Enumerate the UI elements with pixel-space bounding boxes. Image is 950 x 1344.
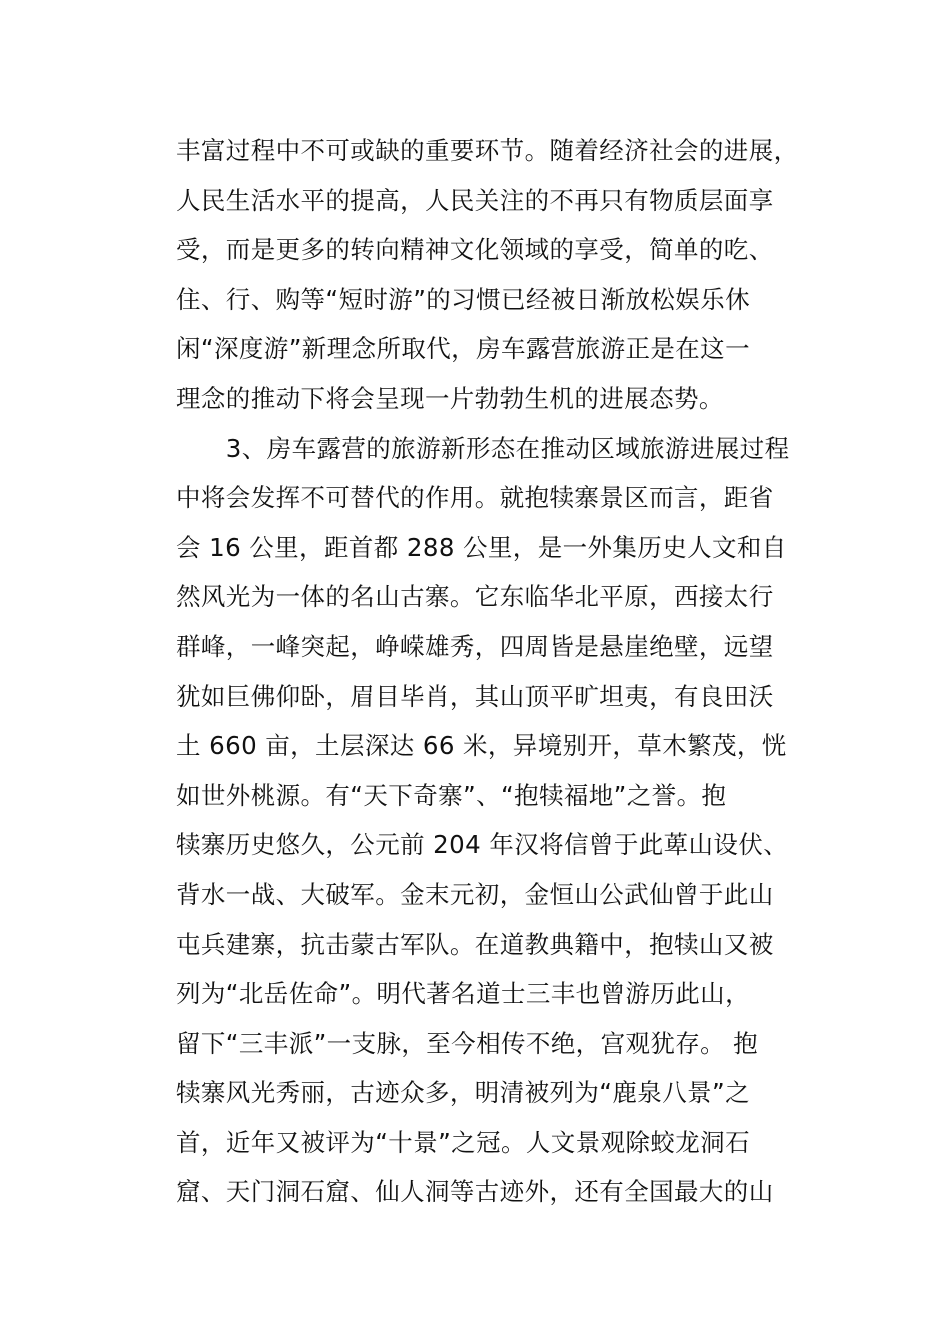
text-line: 人民生活水平的提高，人民关注的不再只有物质层面享 — [176, 185, 774, 215]
text-line: 住、行、购等“短时游”的习惯已经被日渐放松娱乐休 — [176, 284, 750, 314]
text-line: 如世外桃源。有“天下奇寨”、“抱犊福地”之誉。抱 — [176, 780, 727, 810]
text-line: 闲“深度游”新理念所取代，房车露营旅游正是在这一 — [176, 334, 750, 364]
text-line: 首，近年又被评为“十景”之冠。人文景观除蛟龙洞石 — [176, 1127, 750, 1157]
text-line: 犹如巨佛仰卧，眉目毕肖，其山顶平旷坦夷，有良田沃 — [176, 681, 774, 711]
text-line: 中将会发挥不可替代的作用。就抱犊寨景区而言，距省 — [176, 483, 774, 513]
text-line: 留下“三丰派”一支脉，至今相传不绝，宫观犹存。 抱 — [176, 1028, 759, 1058]
text-line: 3、房车露营的旅游新形态在推动区域旅游进展过程 — [176, 433, 790, 463]
text-line: 会 16 公里，距首都 288 公里，是一外集历史人文和自 — [176, 532, 787, 562]
text-line: 背水一战、大破军。金末元初，金恒山公武仙曾于此山 — [176, 879, 774, 909]
text-line: 犊寨风光秀丽，古迹众多，明清被列为“鹿泉八景”之 — [176, 1078, 750, 1108]
text-line: 理念的推动下将会呈现一片勃勃生机的进展态势。 — [176, 383, 724, 413]
text-line: 土 660 亩，土层深达 66 米，异境别开，草木繁茂，恍 — [176, 731, 787, 761]
text-line: 犊寨历史悠久，公元前 204 年汉将信曾于此萆山设伏、 — [176, 830, 789, 860]
text-line: 受，而是更多的转向精神文化领域的享受，简单的吃、 — [176, 235, 774, 265]
text-line: 丰富过程中不可或缺的重要环节。随着经济社会的进展， — [176, 136, 799, 165]
text-line: 然风光为一体的名山古寨。它东临华北平原，西接太行 — [176, 582, 774, 612]
text-line: 群峰，一峰突起，峥嵘雄秀，四周皆是悬崖绝壁，远望 — [176, 631, 774, 661]
text-line: 列为“北岳佐命”。明代著名道士三丰也曾游历此山， — [176, 979, 750, 1009]
text-line: 窟、天门洞石窟、仙人洞等古迹外，还有全国最大的山 — [176, 1177, 774, 1207]
text-line: 屯兵建寨，抗击蒙古军队。在道教典籍中，抱犊山又被 — [176, 929, 774, 959]
body-text — [176, 126, 816, 1217]
